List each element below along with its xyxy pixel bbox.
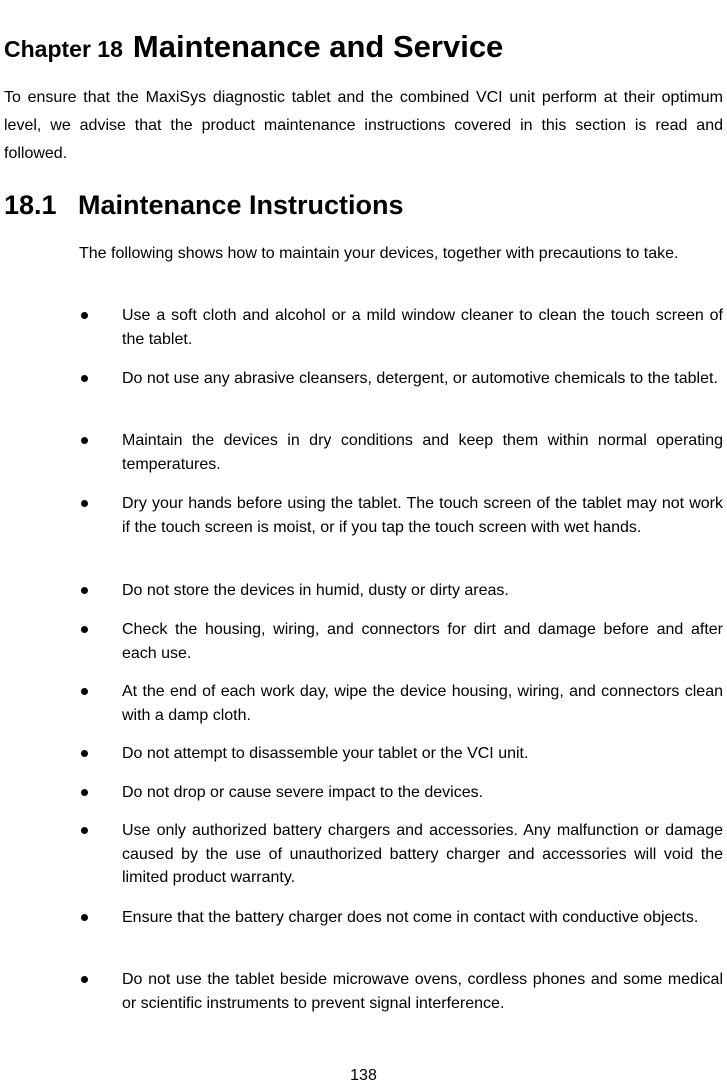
bullet-item <box>79 367 723 391</box>
bullet-text: Check the housing, wiring, and connectors for dirt and damage before and after each use. <box>122 621 723 662</box>
section-intro: The following shows how to maintain your devices, together with precautions to take. <box>79 245 679 262</box>
bullet-item <box>79 906 723 930</box>
chapter-name: Maintenance and Service <box>132 29 504 64</box>
bullet-dot-icon <box>81 976 88 983</box>
bullet-dot-icon <box>81 500 88 507</box>
bullet-item <box>79 819 723 890</box>
bullet-item <box>79 429 723 476</box>
bullet-item <box>79 304 723 351</box>
bullet-item <box>79 781 723 805</box>
bullet-text: Do not drop or cause severe impact to the devices. <box>122 784 484 801</box>
bullet-dot-icon <box>81 587 88 594</box>
bullet-dot-icon <box>81 375 88 382</box>
bullet-item <box>79 618 723 665</box>
bullet-text: Use only authorized battery chargers and accessories. Any malfunction or damage caused by the use of unauthorized battery charger and accessories will void the limited product warranty. <box>122 822 723 886</box>
chapter-title <box>4 28 503 65</box>
bullet-item <box>79 742 723 766</box>
bullet-item <box>79 492 723 539</box>
chapter-intro: To ensure that the MaxiSys diagnostic tablet and the combined VCI unit perform at their optimum level, we advise that the product maintenance instructions covered in this section is read and followed. <box>4 89 723 162</box>
section-number: 18.1 <box>4 190 57 220</box>
bullet-text: Do not use the tablet beside microwave ovens, cordless phones and some medical or scientific instruments to prevent signal interference. <box>122 971 723 1012</box>
bullet-text: At the end of each work day, wipe the device housing, wiring, and connectors clean with a damp cloth. <box>122 683 723 724</box>
bullet-dot-icon <box>81 626 88 633</box>
bullet-text: Do not attempt to disassemble your tablet or the VCI unit. <box>122 745 529 762</box>
bullet-dot-icon <box>81 827 88 834</box>
section-title <box>4 190 404 221</box>
bullet-text: Maintain the devices in dry conditions and keep them within normal operating temperatures. <box>122 432 723 473</box>
bullet-dot-icon <box>81 688 88 695</box>
section-name: Maintenance Instructions <box>78 190 404 220</box>
chapter-number: Chapter 18 <box>4 36 123 62</box>
bullet-dot-icon <box>81 789 88 796</box>
bullet-item <box>79 968 723 1015</box>
bullet-item <box>79 579 723 603</box>
bullet-dot-icon <box>81 914 88 921</box>
bullet-dot-icon <box>81 312 88 319</box>
bullet-dot-icon <box>81 437 88 444</box>
bullet-item <box>79 680 723 727</box>
bullet-text: Do not store the devices in humid, dusty or dirty areas. <box>122 582 509 599</box>
bullet-text: Do not use any abrasive cleansers, detergent, or automotive chemicals to the tablet. <box>122 370 718 387</box>
bullet-dot-icon <box>81 750 88 757</box>
bullet-text: Use a soft cloth and alcohol or a mild window cleaner to clean the touch screen of the tablet. <box>122 307 723 348</box>
bullet-text: Ensure that the battery charger does not come in contact with conductive objects. <box>122 909 699 926</box>
bullet-text: Dry your hands before using the tablet. The touch screen of the tablet may not work if the touch screen is moist, or if you tap the touch screen with wet hands. <box>122 495 723 536</box>
page-number: 138 <box>350 1067 377 1084</box>
